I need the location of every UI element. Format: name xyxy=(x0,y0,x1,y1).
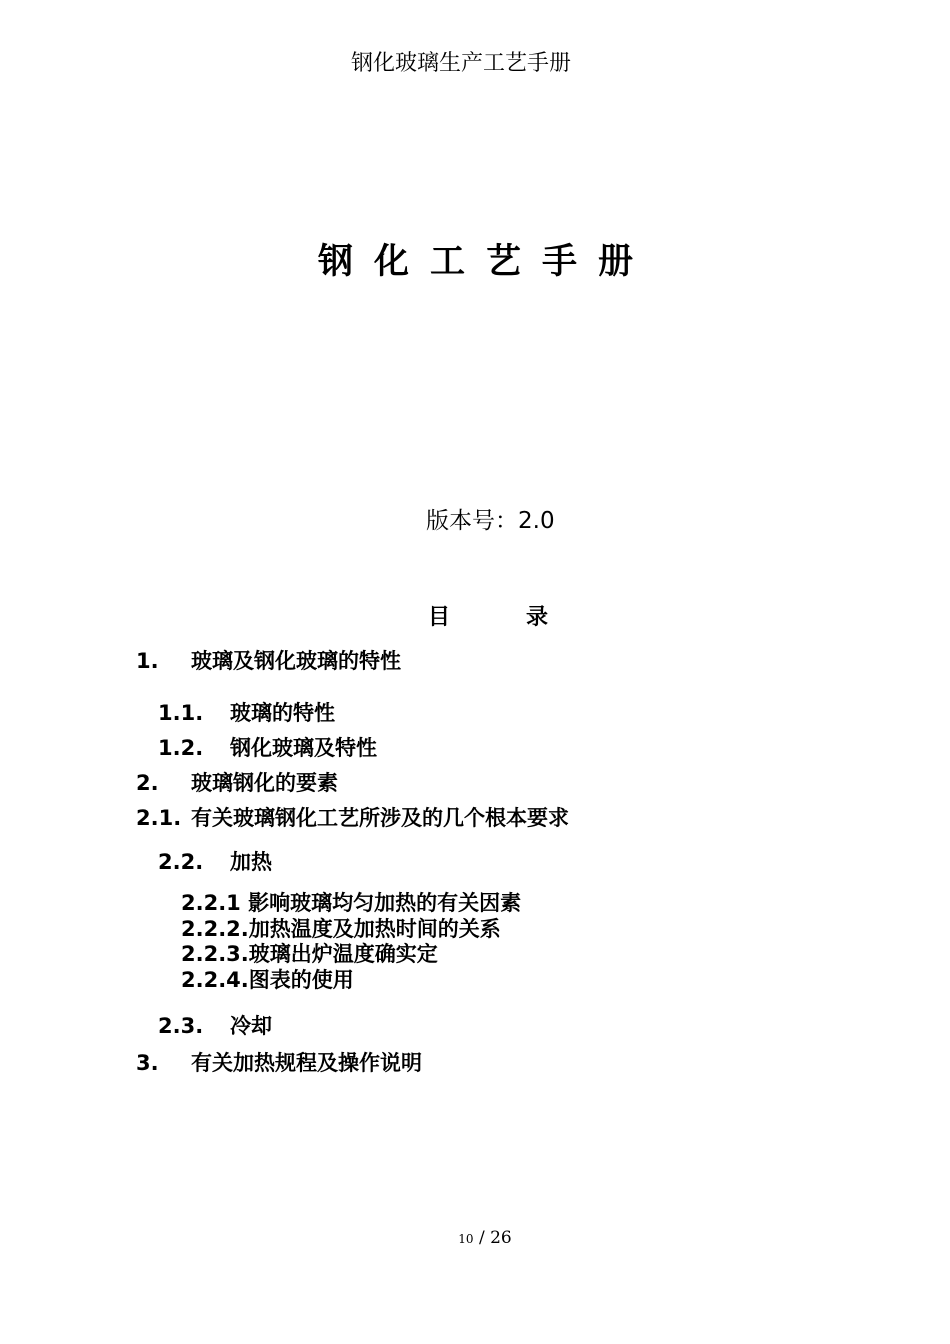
toc-item-number: 2.2. xyxy=(158,850,204,874)
toc-item-label: 玻璃钢化的要素 xyxy=(191,771,338,795)
toc-item-number: 3. xyxy=(136,1051,159,1075)
toc-item-label: 玻璃的特性 xyxy=(230,701,335,725)
toc-subitems-text: 2.2.1 影响玻璃均匀加热的有关因素 2.2.2.加热温度及加热时间的关系 2.2.3.玻璃出炉温度确实定 xyxy=(181,891,522,966)
version-number: 版本号：2.0 xyxy=(426,508,555,534)
current-page: 10 xyxy=(458,1232,474,1246)
toc-item-label: 有关玻璃钢化工艺所涉及的几个根本要求 xyxy=(191,806,569,830)
toc-item-number: 2.1. xyxy=(136,806,182,830)
toc-item-label: 加热 xyxy=(230,850,272,874)
toc-item-2-2[interactable] xyxy=(158,846,272,876)
toc-item-1-1[interactable] xyxy=(158,697,335,727)
toc-item-label: 冷却 xyxy=(230,1014,272,1038)
toc-item-2[interactable] xyxy=(136,767,338,797)
toc-item-2-1[interactable] xyxy=(136,802,569,832)
page-number xyxy=(0,1228,950,1248)
toc-item-1[interactable] xyxy=(136,645,401,675)
toc-item-number: 2. xyxy=(136,771,159,795)
toc-heading: 目录 xyxy=(428,605,625,630)
document-title: 钢化工艺手册 xyxy=(317,242,654,282)
toc-item-1-2[interactable] xyxy=(158,732,377,762)
toc-item-label: 有关加热规程及操作说明 xyxy=(191,1051,422,1075)
toc-item-3[interactable] xyxy=(136,1047,422,1077)
toc-item-number: 1.2. xyxy=(158,736,204,760)
toc-item-2-3[interactable] xyxy=(158,1010,272,1040)
toc-item-label: 玻璃及钢化玻璃的特性 xyxy=(191,649,401,673)
toc-subitem-2-2-4: 2.2.4.图表的使用 xyxy=(181,967,354,992)
toc-subitems-2-2[interactable] xyxy=(181,891,566,993)
toc-item-number: 1.1. xyxy=(158,701,204,725)
running-header: 钢化玻璃生产工艺手册 xyxy=(350,51,571,76)
toc-item-label: 钢化玻璃及特性 xyxy=(230,736,377,760)
toc-item-number: 2.3. xyxy=(158,1014,204,1038)
page-separator: / xyxy=(473,1228,491,1248)
total-pages: 26 xyxy=(490,1228,512,1248)
toc-item-number: 1. xyxy=(136,649,159,673)
